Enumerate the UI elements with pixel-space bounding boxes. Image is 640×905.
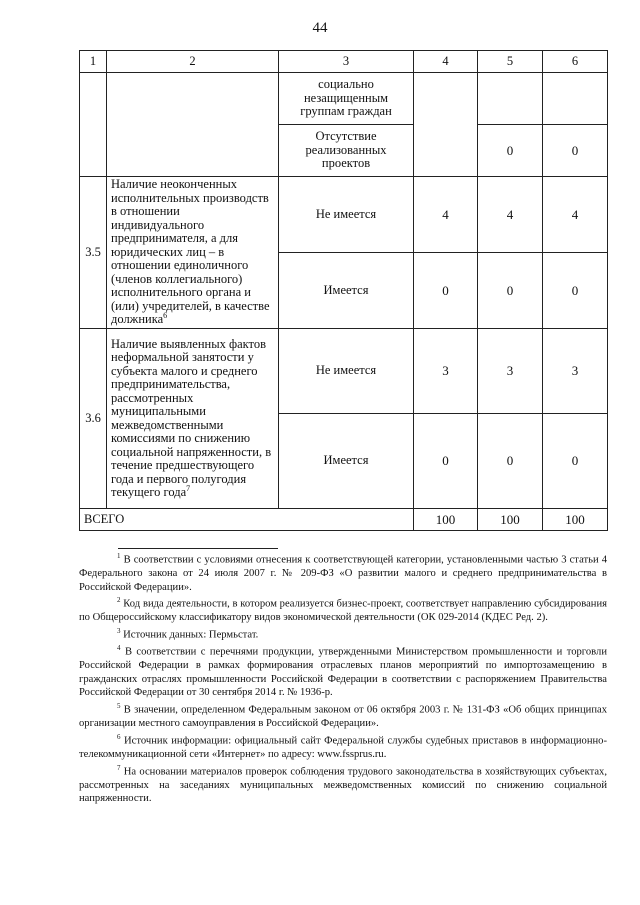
criterion-value-cell: Не имеется: [279, 177, 414, 253]
score-cell: 0: [414, 253, 478, 329]
footnote-text: В соответствии с перечнями продукции, утвержденными Министерством промышленности и торговли Российской Федерации в рамках формирования отраслевых планов мероприятий по импортозамещению в гражданских отраслях промышленности Российской Федерации в соответствии с распоряжением Правительства Российской Федерации от 30 сентября 2014 г. № 1936-р.: [79, 646, 608, 699]
criterion-cell: [107, 329, 279, 509]
total-row: [80, 509, 608, 531]
score-cell: 0: [478, 125, 543, 177]
score-cell: 0: [478, 414, 543, 509]
footnote-mark: 6: [163, 311, 168, 321]
score-cell: 4: [414, 177, 478, 253]
number-cell: 3.5: [80, 177, 107, 329]
score-cell: 3: [478, 329, 543, 414]
score-cell: 0: [414, 414, 478, 509]
score-cell: [478, 73, 543, 125]
page-number: 44: [312, 20, 328, 36]
footnote: [79, 731, 607, 762]
table-row: [80, 73, 608, 125]
header-cell: 4: [414, 51, 478, 73]
footnote-mark: 6: [117, 732, 121, 741]
footnote: [79, 762, 607, 806]
score-cell: [543, 73, 608, 125]
criterion-text: Наличие выявленных фактов неформальной занятости у субъекта малого и среднего предпринимательства, рассмотренных муниципальными межведомственными комиссиями по снижению социальной напряженности, в течение предшествующего года и первого полугодия текущего года: [111, 336, 272, 499]
score-cell: [414, 73, 478, 177]
header-cell: 5: [478, 51, 543, 73]
footnote-text: Источник данных: Пермьстат.: [123, 629, 259, 641]
footnote-text: В значении, определенном Федеральным законом от 06 октября 2003 г. № 131-ФЗ «Об общих принципах организации местного самоуправления в Российской Федерации».: [79, 704, 607, 730]
total-cell: 100: [414, 509, 478, 531]
criterion-cell: [107, 177, 279, 329]
criterion-value-cell: социально незащищенным группам граждан: [279, 73, 414, 125]
header-cell: 3: [279, 51, 414, 73]
footnotes: [79, 550, 607, 806]
table-row: [80, 177, 608, 253]
footnote-mark: 7: [186, 483, 191, 493]
footnote-mark: 7: [117, 763, 121, 772]
footnote-text: Код вида деятельности, в котором реализуется бизнес-проект, соответствует направлению субсидирования по Общероссийскому классификатору видов экономической деятельности (ОК 029-2014 (КДЕС Ред. 2).: [79, 598, 607, 624]
number-cell: [80, 73, 107, 177]
footnote: [79, 642, 607, 700]
score-cell: 4: [478, 177, 543, 253]
footnote-mark: 1: [117, 552, 121, 560]
footnote-mark: 4: [117, 644, 121, 653]
criterion-value-cell: Отсутствие реализованных проектов: [279, 125, 414, 177]
footnote-text: В соответствии с условиями отнесения к соответствующей категории, установленными частью 3 статьи 4 Федерального закона от 24 июля 2007 г. № 209-ФЗ «О развитии малого и среднего предпринимательства в Российской Федерации».: [79, 554, 607, 593]
footnote-text: Источник информации: официальный сайт Федеральной службы судебных приставов в информационно-телекоммуникационной сети «Интернет» по адресу: www.fssprus.ru.: [79, 735, 607, 760]
criterion-value-cell: Имеется: [279, 414, 414, 509]
criteria-table: [79, 50, 608, 531]
header-cell: 6: [543, 51, 608, 73]
footnote: [79, 594, 607, 625]
total-cell: 100: [478, 509, 543, 531]
score-cell: 3: [414, 329, 478, 414]
header-cell: 2: [107, 51, 279, 73]
footnote: [79, 550, 607, 594]
criterion-value-cell: Имеется: [279, 253, 414, 329]
criterion-value-cell: Не имеется: [279, 329, 414, 414]
footnote-mark: 2: [117, 596, 121, 605]
score-cell: 3: [543, 329, 608, 414]
footnote: [79, 700, 607, 731]
footnote-mark: 3: [117, 627, 121, 636]
criterion-cell: [107, 73, 279, 177]
table-header-row: [80, 51, 608, 73]
total-cell: 100: [543, 509, 608, 531]
table-row: [80, 329, 608, 414]
score-cell: 0: [543, 253, 608, 329]
score-cell: 4: [543, 177, 608, 253]
footnote: [79, 625, 607, 642]
number-cell: 3.6: [80, 329, 107, 509]
score-cell: 0: [543, 414, 608, 509]
criterion-text: Наличие неоконченных исполнительных производств в отношении индивидуального предпринимателя, а для юридических лиц – в отношении единоличного (членов коллегиального) исполнительного органа и (или) учредителей, в качестве должника: [111, 177, 270, 327]
total-label: ВСЕГО: [80, 509, 414, 531]
score-cell: 0: [478, 253, 543, 329]
footnote-separator: [118, 548, 278, 549]
header-cell: 1: [80, 51, 107, 73]
score-cell: 0: [543, 125, 608, 177]
footnote-mark: 5: [117, 702, 121, 711]
footnote-text: На основании материалов проверок соблюдения трудового законодательства в хозяйствующих субъектах, рассмотренных на заседаниях муниципальных межведомственных комиссий по снижению социальной напряженности.: [79, 766, 607, 805]
